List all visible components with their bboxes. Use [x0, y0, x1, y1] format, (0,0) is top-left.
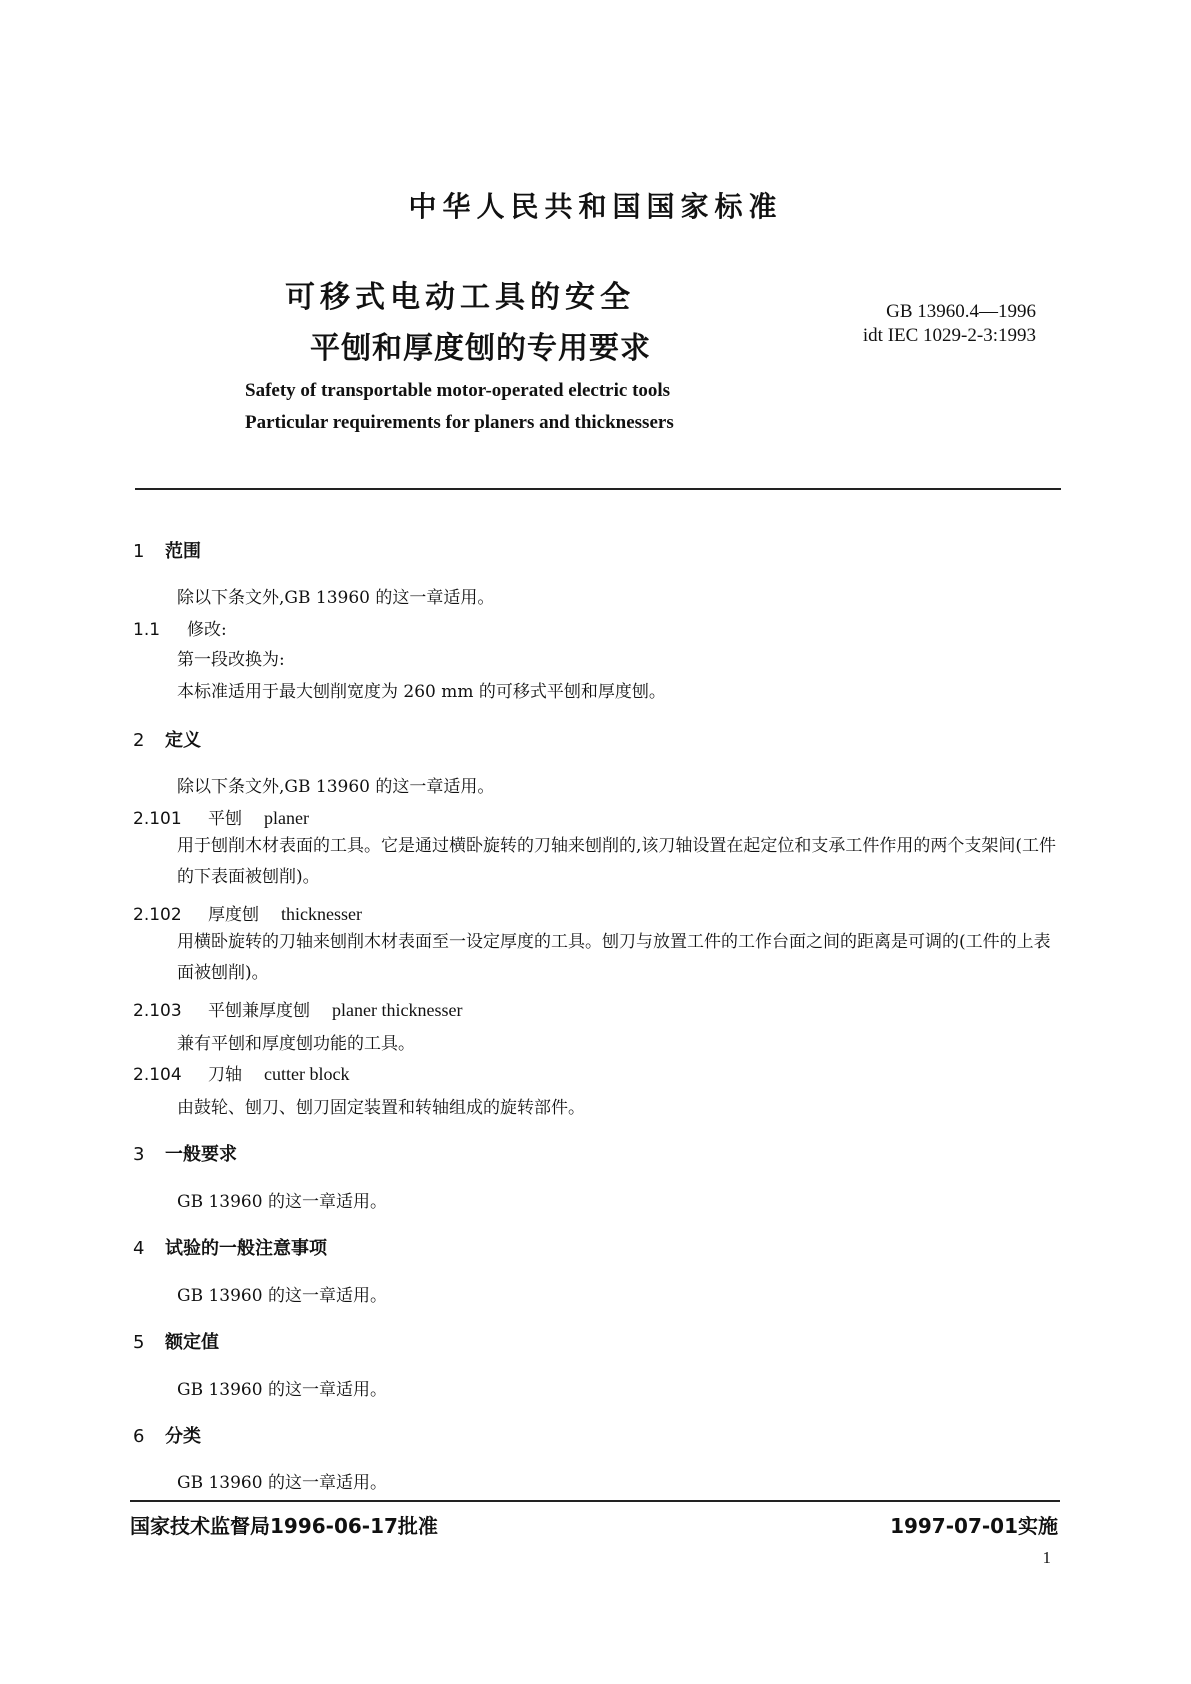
definition-2-104-description: 由鼓轮、刨刀、刨刀固定装置和转轴组成的旋转部件。	[177, 1098, 585, 1118]
definition-number: 2.104	[133, 1065, 182, 1085]
clause-1-1-text2: 本标准适用于最大刨削宽度为 260 mm 的可移式平刨和厚度刨。	[177, 682, 666, 702]
section-4-heading	[133, 1234, 327, 1260]
section-number: 3	[133, 1144, 145, 1165]
section-number: 2	[133, 730, 145, 751]
section-6-heading	[133, 1422, 201, 1448]
section-4-text: GB 13960 的这一章适用。	[177, 1286, 387, 1306]
section-5-heading	[133, 1328, 219, 1354]
standard-number: GB 13960.4—1996	[886, 301, 1036, 322]
definition-term-en: planer thicknesser	[332, 1000, 463, 1020]
section-title: 一般要求	[165, 1144, 237, 1165]
idt-reference: idt IEC 1029-2-3:1993	[862, 325, 1036, 346]
definition-number: 2.103	[133, 1001, 182, 1021]
section-title: 额定值	[165, 1332, 219, 1353]
section-number: 6	[133, 1426, 145, 1447]
section-3-heading	[133, 1140, 237, 1166]
definition-2-103-description: 兼有平刨和厚度刨功能的工具。	[177, 1034, 415, 1054]
definition-term-en: thicknesser	[281, 904, 362, 924]
effective-date: 1997-07-01实施	[890, 1514, 1058, 1538]
section-number: 4	[133, 1238, 145, 1259]
page-number: 1	[1042, 1548, 1051, 1567]
clause-number: 1.1	[133, 620, 161, 640]
section-title: 范围	[165, 541, 201, 562]
footer-divider	[130, 1500, 1060, 1502]
document-title-cn-line2: 平刨和厚度刨的专用要求	[310, 331, 651, 366]
section-1-text: 除以下条文外,GB 13960 的这一章适用。	[177, 588, 495, 608]
section-title: 定义	[165, 730, 201, 751]
definition-2-102	[133, 900, 362, 925]
header-divider	[135, 488, 1061, 490]
definition-term-en: planer	[264, 808, 309, 828]
definition-2-101	[133, 804, 309, 829]
section-3-text: GB 13960 的这一章适用。	[177, 1192, 387, 1212]
section-number: 1	[133, 541, 145, 562]
definition-term-cn: 厚度刨	[208, 905, 259, 925]
national-standard-heading: 中华人民共和国国家标准	[408, 190, 783, 223]
document-title-cn-line1: 可移式电动工具的安全	[285, 280, 635, 315]
section-6-text: GB 13960 的这一章适用。	[177, 1473, 387, 1493]
standard-number-block	[863, 300, 1036, 348]
definition-term-cn: 平刨	[208, 809, 242, 829]
section-title: 分类	[165, 1426, 201, 1447]
definition-term-cn: 平刨兼厚度刨	[208, 1001, 310, 1021]
definition-2-101-description: 用于刨削木材表面的工具。它是通过横卧旋转的刀轴来刨削的,该刀轴设置在起定位和支承工件作用的两个支架间(工件的下表面被刨削)。	[177, 836, 1057, 887]
clause-1-1-text1: 第一段改换为:	[177, 650, 285, 670]
definition-term-en: cutter block	[264, 1064, 350, 1084]
section-2-text: 除以下条文外,GB 13960 的这一章适用。	[177, 777, 495, 797]
definition-number: 2.102	[133, 905, 182, 925]
clause-title: 修改:	[187, 620, 227, 640]
approval-date: 国家技术监督局1996-06-17批准	[130, 1514, 438, 1538]
document-title-en-line2: Particular requirements for planers and thicknessers	[245, 412, 674, 433]
clause-1-1	[133, 615, 227, 640]
definition-number: 2.101	[133, 809, 182, 829]
section-title: 试验的一般注意事项	[165, 1238, 327, 1259]
definition-2-104	[133, 1060, 349, 1085]
definition-2-102-description: 用横卧旋转的刀轴来刨削木材表面至一设定厚度的工具。刨刀与放置工件的工作台面之间的距离是可调的(工件的上表面被刨削)。	[177, 932, 1051, 983]
definition-term-cn: 刀轴	[208, 1065, 242, 1085]
document-title-en-line1: Safety of transportable motor-operated electric tools	[245, 380, 671, 401]
section-2-heading	[133, 726, 201, 752]
definition-2-103	[133, 996, 462, 1021]
section-5-text: GB 13960 的这一章适用。	[177, 1380, 387, 1400]
section-1-heading	[133, 537, 201, 563]
section-number: 5	[133, 1332, 145, 1353]
